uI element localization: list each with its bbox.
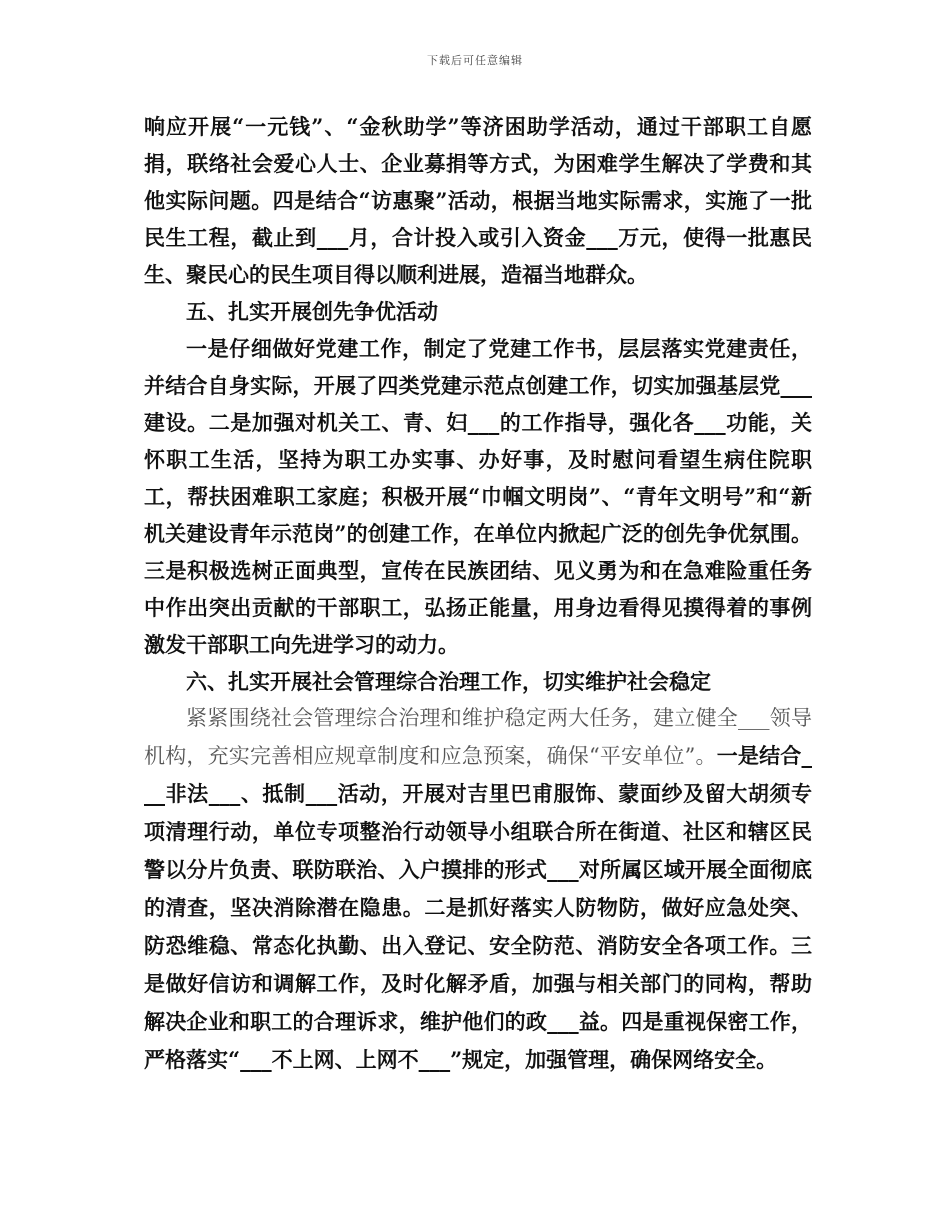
paragraph-party-building: 一是仔细做好党建工作，制定了党建工作书，层层落实党建责任，并结合自身实际，开展了四类党建示范点创建工作，切实加强基层党___建设。二是加强对机关工、青、妇___的工作指导，强化各___功能，关怀职工生活，坚持为职工办实事、办好事，及时慰问看望生病住院职工，帮扶困难职工家庭；积极开展“巾帼文明岗”、“青年文明号”和“新机关建设青年示范岗”的创建工作，在单位内掀起广泛的创先争优氛围。三是积极选树正面典型，宣传在民族团结、见义勇为和在急难险重任务中作出突出贡献的干部职工，弘扬正能量，用身边看得见摸得着的事例激发干部职工向先进学习的动力。 (144, 336, 812, 657)
paragraph-social-management (144, 700, 812, 1079)
paragraph-social-management-details: 一是结合___非法___、抵制___活动，开展对吉里巴甫服饰、蒙面纱及留大胡须专项清理行动，单位专项整治行动领导小组联合所在街道、社区和辖区民警以分片负责、联防联治、入户摸排的形式___对所属区域开展全面彻底的清查，坚决消除潜在隐患。二是抓好落实人防物防，做好应急处突、防恐维稳、常态化执勤、出入登记、安全防范、消防安全各项工作。三是做好信访和调解工作，及时化解矛盾，加强与相关部门的同构，帮助解决企业和职工的合理诉求，维护他们的政___益。四是重视保密工作，严格落实“___不上网、上网不___”规定，加强管理，确保网络安全。 (144, 743, 812, 1072)
paragraph-social-management-intro: 紧紧围绕社会管理综合治理和维护稳定两大任务，建立健全___领导机构，充实完善相应规章制度和应急预案，确保“平安单位”。 (144, 706, 812, 768)
document-body (144, 108, 812, 1079)
section-heading-five: 五、扎实开展创先争优活动 (186, 299, 438, 324)
page-header: 下载后可任意编辑 (427, 54, 523, 67)
paragraph-relief-activities: 响应开展“一元钱”、“金秋助学”等济困助学活动，通过干部职工自愿捐，联络社会爱心人士、企业募捐等方式，为困难学生解决了学费和其他实际问题。四是结合“访惠聚”活动，根据当地实际需求，实施了一批民生工程，截止到___月，合计投入或引入资金___万元，使得一批惠民生、聚民心的民生项目得以顺利进展，造福当地群众。 (144, 114, 812, 287)
section-heading-six: 六、扎实开展社会管理综合治理工作，切实维护社会稳定 (186, 669, 711, 694)
